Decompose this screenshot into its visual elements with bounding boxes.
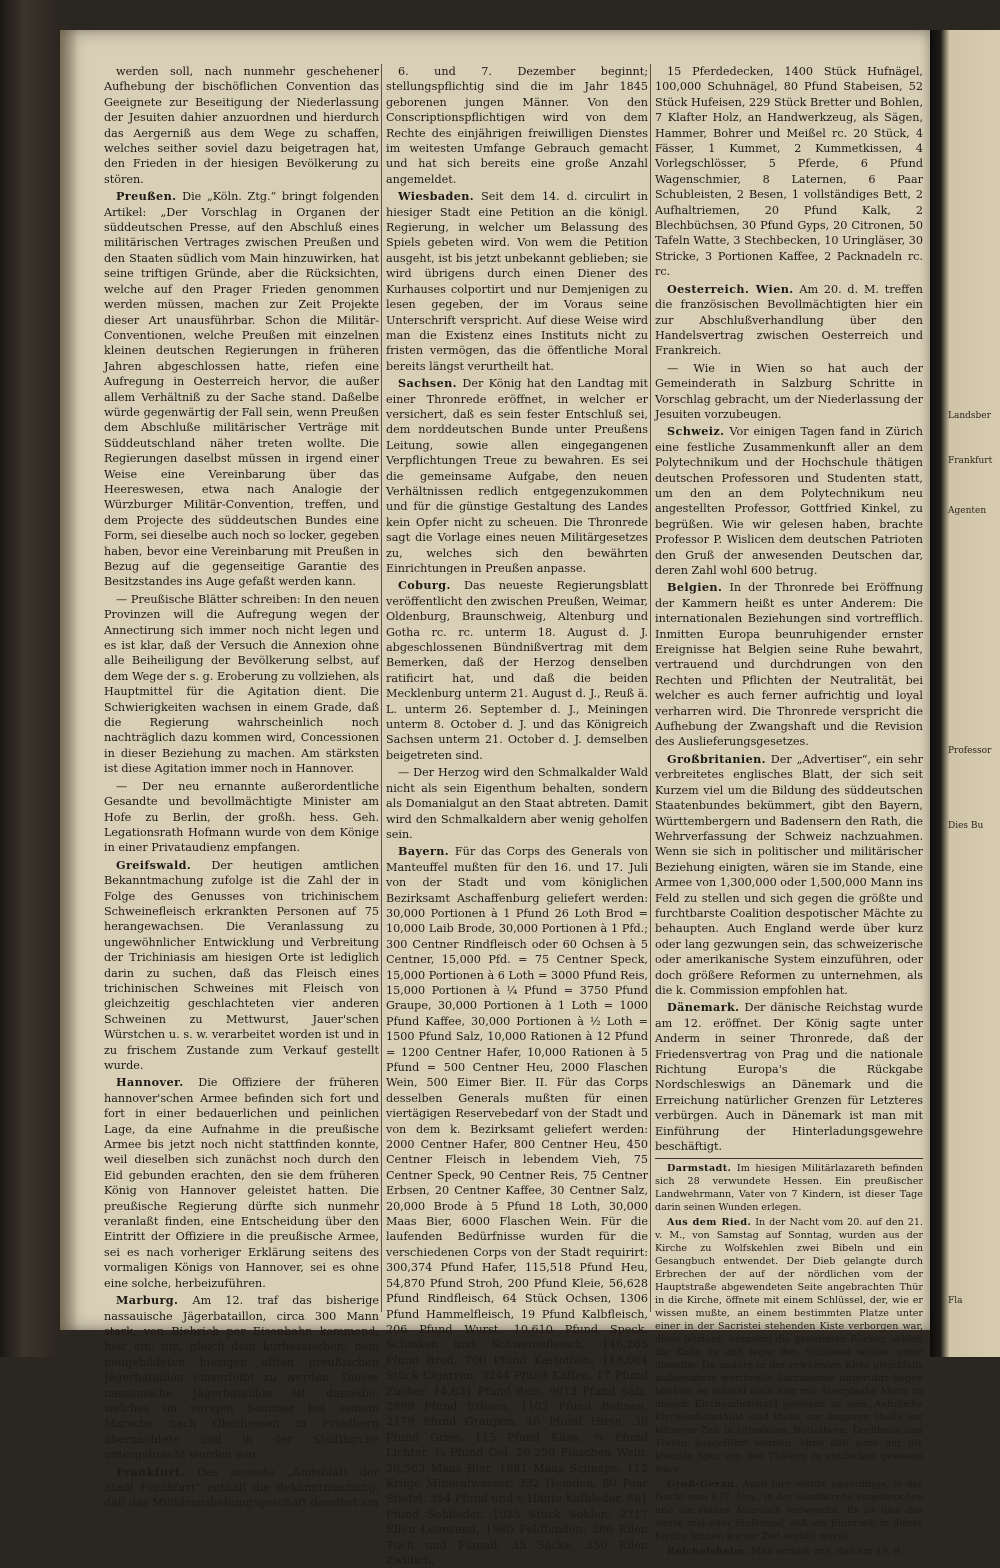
article-heading: Wiesbaden. (398, 189, 475, 204)
article-heading: Preußen. (116, 189, 177, 204)
article-heading: Greifswald. (116, 857, 192, 872)
column-rule (381, 64, 382, 1312)
article-text: — Der Herzog wird den Schmalkalder Wald nicht als sein Eigenthum behalten, sondern als Domanialgut an den Staat abtreten. Damit wird den Schmalkaldern aber wenig geholfen sein. (386, 766, 648, 841)
article-text: — Der neu ernannte außerordentliche Gesandte und bevollmächtigte Minister am Hofe zu Berlin, der großh. hess. Geh. Legationsrath Hofmann wurde von dem Könige in einer Privataudienz empfangen. (104, 779, 379, 855)
article-heading: Reichelsheim. (667, 1546, 749, 1558)
article-paragraph (655, 752, 923, 999)
article-paragraph (386, 189, 648, 374)
article-paragraph (104, 64, 379, 187)
article-text: Man erzählt uns, daß am 19. d. (751, 1546, 904, 1558)
article-text: Im hiesigen Militärlazareth befinden sich 28 verwundete Hessen. Ein preußischer Landwehrmann, Vater von 7 Kindern, ist dieser Tage darin seinen Wunden erlegen. (655, 1163, 923, 1214)
article-paragraph (655, 424, 923, 578)
column-2 (386, 64, 648, 1567)
article-paragraph (386, 578, 648, 763)
article-text: 6. und 7. Dezember beginnt; stellungspflichtig sind die im Jahr 1845 geborenen jungen Männer. Von den Conscriptionspflichtigen wird von dem Rechte des einjährigen freiwilligen Dienstes im weitesten Umfange Gebrauch gemacht und hat sich bereits eine große Anzahl angemeldet. (386, 65, 648, 186)
edge-fragment-text: Agenten (948, 506, 987, 516)
article-heading: Belgien. (667, 580, 723, 595)
column-rule (650, 64, 651, 1312)
edge-fragment-text: Professor (948, 746, 992, 756)
article-heading: Frankfurt. (116, 1464, 185, 1479)
edge-fragment-text: Frankfurt (948, 456, 993, 466)
article-text: werden soll, nach nunmehr geschehener Aufhebung der bischöflichen Convention das Geeignete zur Beseitigung der Niederlassung der Jesuiten dahier anzuordnen und hierdurch das Aergerniß aus dem Wege zu schaffen, welches seither soviel dazu beigetragen hat, den Frieden in der hiesigen Bevölkerung zu stören. (104, 65, 379, 186)
article-text: In der Thronrede bei Eröffnung der Kammern heißt es unter Anderem: Die internationalen Beziehungen sind vortrefflich. Inmitten Europa beunruhigender ernster Ereignisse hat Belgien seine Ruhe bewahrt, vertrauend und durchdrungen von den Rechten und Pflichten der Neutralität, bei welcher es auch ferner aufrichtig und loyal verharren wird. Die Thronrede verspricht die Aufhebung der Zwangshaft und die Revision des Auslieferungsgesetzes. (655, 581, 923, 749)
article-text: Am 12. traf das bisherige nassauische Jägerbataillon, circa 300 Mann stark, von Biebrich per Eisenbahn kommend, hier ein, um, gleich dem kurhessischen, dem neugebildeten hiesigen elften preußischen Jägerbataillon einverleibt zu werden. Dieses nassauische Jägerbataillon ist dasselbe, welches im vorigen Sommer bei seinem Marsche nach Oberhessen in Friedberg übernachtete und in der Stadtkirche untergebracht worden war. (104, 1294, 379, 1462)
article-paragraph (104, 592, 379, 777)
article-paragraph (386, 64, 648, 187)
article-text: Der „Advertiser“, ein sehr verbreitetes englisches Blatt, der sich seit Kurzem viel um die Bildung des süddeutschen Staatenbundes bekümmert, gibt den Bayern, Württembergern und Badensern den Rath, die Wehrverfassung der Schweiz nachzuahmen. Wenn sie sich in politischer und militärischer Beziehung einigten, wären sie im Stande, eine Armee von 1,300,000 oder 1,500,000 Mann ins Feld zu stellen und sich gegen die größte und furchtbarste Coalition despotischer Mächte zu behaupten. Auch England werde über kurz oder lang gezwungen sein, das schweizerische oder amerikanische System einzuführen, oder doch größere Reformen zu unternehmen, als die k. Commission empfohlen hat. (655, 752, 923, 997)
article-paragraph (104, 858, 379, 1074)
article-paragraph (655, 1162, 923, 1214)
article-paragraph (655, 282, 923, 359)
article-text: Auch hier wurde neuerdings, in der Nacht vom 6./7. Nov., in der Stadtkirche eingebrochen und ein rothes Altartuch entwendet. Es ist dies das vierte mal oder fünftemal, daß ein Einbruch in dieser Kirche binnen kurzer Zeit verübt wurde. (655, 1479, 923, 1543)
article-text: 15 Pferdedecken, 1400 Stück Hufnägel, 100,000 Schuhnägel, 80 Pfund Stabeisen, 52 Stück Hufeisen, 229 Stück Bretter und Bohlen, 7 Klafter Holz, an Handwerkzeug, als Sägen, Hammer, Bohrer und Meißel rc. 20 Stück, 4 Fässer, 1 Kummet, 2 Kummetkissen, 4 Vorlegschlösser, 5 Pferde, 6 Pfund Wagenschmier, 8 Laternen, 6 Paar Schubleisten, 2 Besen, 1 vollständiges Bett, 2 Aufhaltriemen, 20 Pfund Kalk, 2 Blechbüchsen, 30 Pfund Gyps, 20 Citronen, 50 Tafeln Watte, 3 Stechbecken, 10 Uringläser, 30 Stricke, 3 Portionen Kaffee, 2 Packnadeln rc. rc. (655, 65, 923, 279)
book-binding (0, 0, 60, 1357)
article-heading: Aus dem Ried. (667, 1217, 752, 1229)
article-heading: Sachsen. (398, 376, 457, 391)
article-text: Der dänische Reichstag wurde am 12. eröffnet. Der König sagte unter Anderm in seiner Thronrede, daß der Friedensvertrag von Prag und die nationale Richtung Europa's die Rückgabe Nordschleswigs an Dänemark und die Erreichung natürlicher Grenzen für Letzteres verbürgen. Auch in Dänemark ist man mit Einführung der Hinterladungsgewehre beschäftigt. (655, 1001, 923, 1154)
section-divider (655, 1158, 923, 1159)
article-text: Die Offiziere der früheren hannover'schen Armee befinden sich fort und fort in einer bedauerlichen und peinlichen Lage, da eine Aufnahme in die preußische Armee bis jetzt noch nicht stattfinden konnte, weil dieselben sich zunächst noch durch den Eid gebunden erachten, den sie dem früheren König von Hannover geleistet hatten. Die preußische Regierung dürfte sich nunmehr veranlaßt finden, eine Entscheidung über den Eintritt der Offiziere in die preußische Armee, sei es nach vorheriger Erklärung seitens des vormaligen Königs von Hannover, sei es ohne eine solche, herbeizuführen. (104, 1076, 380, 1290)
article-paragraph (104, 1293, 379, 1462)
article-text: — Preußische Blätter schreiben: In den neuen Provinzen will die Aufregung wegen der Annectirung sich immer noch nicht legen und es ist klar, daß der Versuch die Annexion ohne alle Beiheiligung der Bevölkerung selbst, auf dem Wege der s. g. Eroberung zu vollziehen, als Hauptmittel für die Agitation dient. Die Schwierigkeiten wachsen in einem Grade, daß die Regierung wahrscheinlich noch nachträglich dazu kommen wird, Concessionen in dieser Beziehung zu machen. Am stärksten ist diese Agitation immer noch in Hannover. (104, 592, 379, 776)
newspaper-page (60, 30, 930, 1567)
article-paragraph (655, 1000, 923, 1154)
article-text: Der König hat den Landtag mit einer Thronrede eröffnet, in welcher er versichert, daß es sein fester Entschluß sei, dem norddeutschen Bunde unter Preußens Leitung, sowie allen eingegangenen Verpflichtungen Treue zu bewahren. Es sei die gemeinsame Aufgabe, den neuen Verhältnissen redlich entgegenzukommen und für die günstige Gestaltung des Landes kein Opfer nicht zu scheuen. Die Thronrede sagt die Vorlage eines neuen Militärgesetzes zu, welches sich den bewährten Einrichtungen in Preußen anpasse. (386, 377, 648, 575)
edge-fragment-text: Dies Bu (948, 821, 984, 831)
article-heading: Hannover. (116, 1075, 184, 1090)
article-heading: Oesterreich. Wien. (667, 281, 794, 296)
article-paragraph (386, 765, 648, 842)
edge-fragment-text: Fla (948, 1296, 963, 1306)
article-text: Seit dem 14. d. circulirt in hiesiger Stadt eine Petition an die königl. Regierung, in welcher um Belassung des Spiels gebeten wird. Von wem die Petition ausgeht, ist bis jetzt unbekannt geblieben; sie wird übrigens durch einen Diener des Kurhauses colportirt und nur Demjenigen zu lesen gegeben, der im Voraus seine Unterschrift verspricht. Auf diese Weise wird man die Existenz eines Instituts nicht zu fristen vermögen, das die öffentliche Moral bereits längst verurtheilt hat. (386, 190, 648, 373)
article-paragraph (655, 361, 923, 423)
article-text: Der heutigen amtlichen Bekanntmachung zufolge ist die Zahl der in Folge des Genusses von trichinischem Schweinefleisch erkrankten Personen auf 75 herangewachsen. Die Veranlassung zu ungewöhnlicher Entwicklung und Verbreitung der Trichiniasis am hiesigen Orte ist lediglich darin zu suchen, daß das Fleisch eines trichinischen Schweines mit Fleisch von gleichzeitig geschlachteten vier anderen Schweinen zu Mettwurst, Jauer'schen Würstchen u. s. w. verarbeitet worden ist und in zu frischem Zustande zum Verkauf gestellt wurde. (104, 858, 379, 1072)
article-heading: Bayern. (398, 844, 450, 859)
article-paragraph (655, 1216, 923, 1476)
article-heading: Marburg. (116, 1293, 179, 1308)
article-paragraph (655, 1478, 923, 1543)
article-heading: Groß-Gerau. (667, 1479, 739, 1491)
article-heading: Schweiz. (667, 424, 725, 439)
article-paragraph (655, 64, 923, 280)
edge-fragment-text: Landsber (948, 411, 991, 421)
article-heading: Coburg. (398, 578, 451, 593)
article-paragraph (104, 1075, 379, 1291)
column-1 (104, 64, 380, 1510)
article-text: Vor einigen Tagen fand in Zürich eine festliche Zusammenkunft aller an dem Polytechnikum und der Hochschule thätigen deutschen Professoren und Studenten statt, um den an dem Polytechnikum neu angestellten Professor, Gottfried Kinkel, zu begrüßen. Wie wir gelesen haben, brachte Professor P. Wislicen dem deutschen Patrioten den Gruß der anwesenden Deutschen dar, deren Zahl wohl 600 betrug. (655, 425, 923, 577)
article-heading: Großbritanien. (667, 751, 766, 766)
column-3 (655, 64, 923, 1558)
article-text: — Wie in Wien so hat auch der Gemeinderath in Salzburg Schritte in Vorschlag gebracht, um der Niederlassung der Jesuiten vorzubeugen. (655, 361, 923, 421)
article-paragraph (104, 1465, 379, 1511)
article-text: Am 20. d. M. treffen die französischen Bevollmächtigten hier ein zur Abschlußverhandlung über den Handelsvertrag zwischen Oesterreich und Frankreich. (655, 282, 923, 358)
article-text: Das neueste Regierungsblatt veröffentlicht den zwischen Preußen, Weimar, Oldenburg, Braunschweig, Altenburg und Gotha rc. rc. unterm 18. August d. J. abgeschlossenen Bündnißvertrag mit dem Bemerken, daß der Herzog denselben ratificirt hat, und daß die beiden Mecklenburg unterm 21. August d. J., Reuß ä. L. unterm 26. September d. J., Meiningen unterm 8. October d. J. und das Königreich Sachsen unterm 21. October d. J. demselben beigetreten sind. (386, 579, 648, 762)
article-paragraph (104, 189, 379, 590)
article-text: Das neueste „Amtsblatt der Stadt Frankfurt“ enthält die Bekanntmachung, daß das Militäraushebungsgeschäft daselbst am (104, 1465, 379, 1510)
article-paragraph (386, 844, 648, 1568)
adjacent-page-edge (930, 30, 1000, 1357)
article-paragraph (104, 779, 379, 856)
article-paragraph (655, 1545, 923, 1558)
article-paragraph (655, 580, 923, 749)
article-text: Für das Corps des Generals von Manteuffel mußten für den 16. und 17. Juli von der Stadt und vom königlichen Bezirksamt Aschaffenburg geliefert werden: 30,000 Portionen à 1 Pfund 26 Loth Brod = 10,000 Laib Brode, 30,000 Portionen à 1 Pfd.; 300 Centner Rindfleisch oder 60 Ochsen à 5 Centner, 15,000 Pfd. = 75 Centner Speck, 15,000 Portionen à 6 Loth = 3000 Pfund Reis, 15,000 Portionen à ¼ Pfund = 3750 Pfund Graupe, 30,000 Portionen à 1 Loth = 1000 Pfund Kaffee, 30,000 Portionen à ½ Loth = 1500 Pfund Salz, 10,000 Rationen à 12 Pfund = 1200 Centner Hafer, 10,000 Rationen à 5 Pfund = 500 Centner Heu, 2000 Flaschen Wein, 500 Eimer Bier. II. Für das Corps desselben Generals mußten für einen viertägigen Reservebedarf von der Stadt und von dem k. Bezirksamt geliefert werden: 2000 Centner Hafer, 800 Centner Heu, 450 Centner Fleisch in lebendem Vieh, 75 Centner Speck, 90 Centner Reis, 75 Centner Erbsen, 20 Centner Kaffee, 30 Centner Salz, 20,000 Brode à 5 Pfund 18 Loth, 30,000 Maas Bier, 6000 Flaschen Wein. Für die laufenden Bedürfnisse wurden für die verschiedenen Corps von der Stadt requirirt: 300,374 Pfund Hafer, 115,518 Pfund Heu, 54,870 Pfund Stroh, 200 Pfund Kleie, 56,628 Pfund Rindfleisch, 64 Stück Ochsen, 1306 Pfund Hammelfleisch, 19 Pfund Kalbfleisch, 206 Pfund Wurst, 10,610 Pfund Speck, Schinken und Schweinefleisch, 146,265 Pfund Brod, 700 Pfund Kartoffeln, 118,084 Stück Cigarren, 3244 Pfund Kaffee, 17 Pfund Zucker, 14,631 Pfund Reis, 9013 Pfund Salz, 2898 Pfund Erbsen, 1102 Pfund Bohnen, 2179 Pfund Graupen, 46 Pfund Hirse, 38 Pfund Gries, 115 Pfund Käse, ¾ Pfund Lichter, ¾ Pfund Oel, 20,250 Flaschen Wein, 28,563 Maas Bier, 1681 Maas Schnaps, 112 Krüge Mineralwasser, 332 Hemden, 80 Paar Stiefel, 354 Pfund und 6 Häute Kalbleder, 881 Pfund Sohlleder, 1025 Stück Sohlen, 2717 Ellen Leinwand, 1980 Feldbinden, 286 Ellen Tuch und Flanell, 35 Säcke, 350 Ellen Zwillich, (386, 845, 648, 1567)
article-text: In der Nacht vom 20. auf den 21. v. M., von Samstag auf Sonntag, wurden aus der Kirche zu Wolfskehlen zwei Bibeln und ein Gesangbuch entwendet. Der Dieb gelangte durch Erbrechen der auf der nördlichen vom der Hauptstraße abgewendeten Seite angebrachten Thür in die Kirche, öffnete mit einem Schlüssel, der, wie er wissen mußte, an einem bestimmten Platze unter einer in der Sacristei stehenden Kiste verborgen war, diese letztere, entnahm die genannten Bücher, schloß die Kiste zu und legte den Schlüssel wieder unter dieselbe. Da andere in der erwähnten Kiste gleichfalls aufbewahrte werthvolle Sacramente unberührt liegen blieben, so scheint auch hier nur Aberglaube Motiv zu diesem Kirchendiebstahl gewesen zu sein. Aehnliche Kirchendiebstähle sind theils vor längerer, theils vor kürzerer Zeit in Griesheim, Büttelborn, Dornheim und Trebur ausgeführt worden, ohne daß auch nur die kleinste Spur von den Thätern zu entdecken gewesen wäre. (655, 1217, 923, 1476)
article-heading: Dänemark. (667, 1000, 740, 1015)
article-text: Die „Köln. Ztg.“ bringt folgenden Artikel: „Der Vorschlag in Organen der süddeutschen Presse, auf den Abschluß eines militärischen Vertrages zwischen Preußen und den Staaten südlich vom Main hinzuwirken, hat seine triftigen Gründe, aber die Rücksichten, welche auf den Prager Frieden genommen werden müssen, machen zur Zeit Projekte dieser Art unausführbar. Schon die Militär-Conventionen, welche Preußen mit einzelnen kleinen deutschen Regierungen in früheren Jahren abgeschlossen hatte, riefen eine Aufregung in Oesterreich hervor, die außer allem Verhältniß zu der Sache stand. Daßelbe würde gegenwärtig der Fall sein, wenn Preußen dem Abschluße militärischer Verträge mit Süddeutschland näher treten wollte. Die Regierungen daselbst müssen in irgend einer Weise eine Vereinbarung über das Heereswesen, etwa nach Analogie der Würzburger Militär-Convention, treffen, und dem Projecte des süddeutschen Bundes eine Form, sei dieselbe auch noch so locker, gegeben haben, bevor eine Vereinbarung mit Preußen in Bezug auf die gegenseitige Garantie des Besitzstandes ins Auge gefaßt werden kann. (104, 190, 379, 589)
article-heading: Darmstadt. (667, 1163, 732, 1175)
article-paragraph (386, 376, 648, 576)
